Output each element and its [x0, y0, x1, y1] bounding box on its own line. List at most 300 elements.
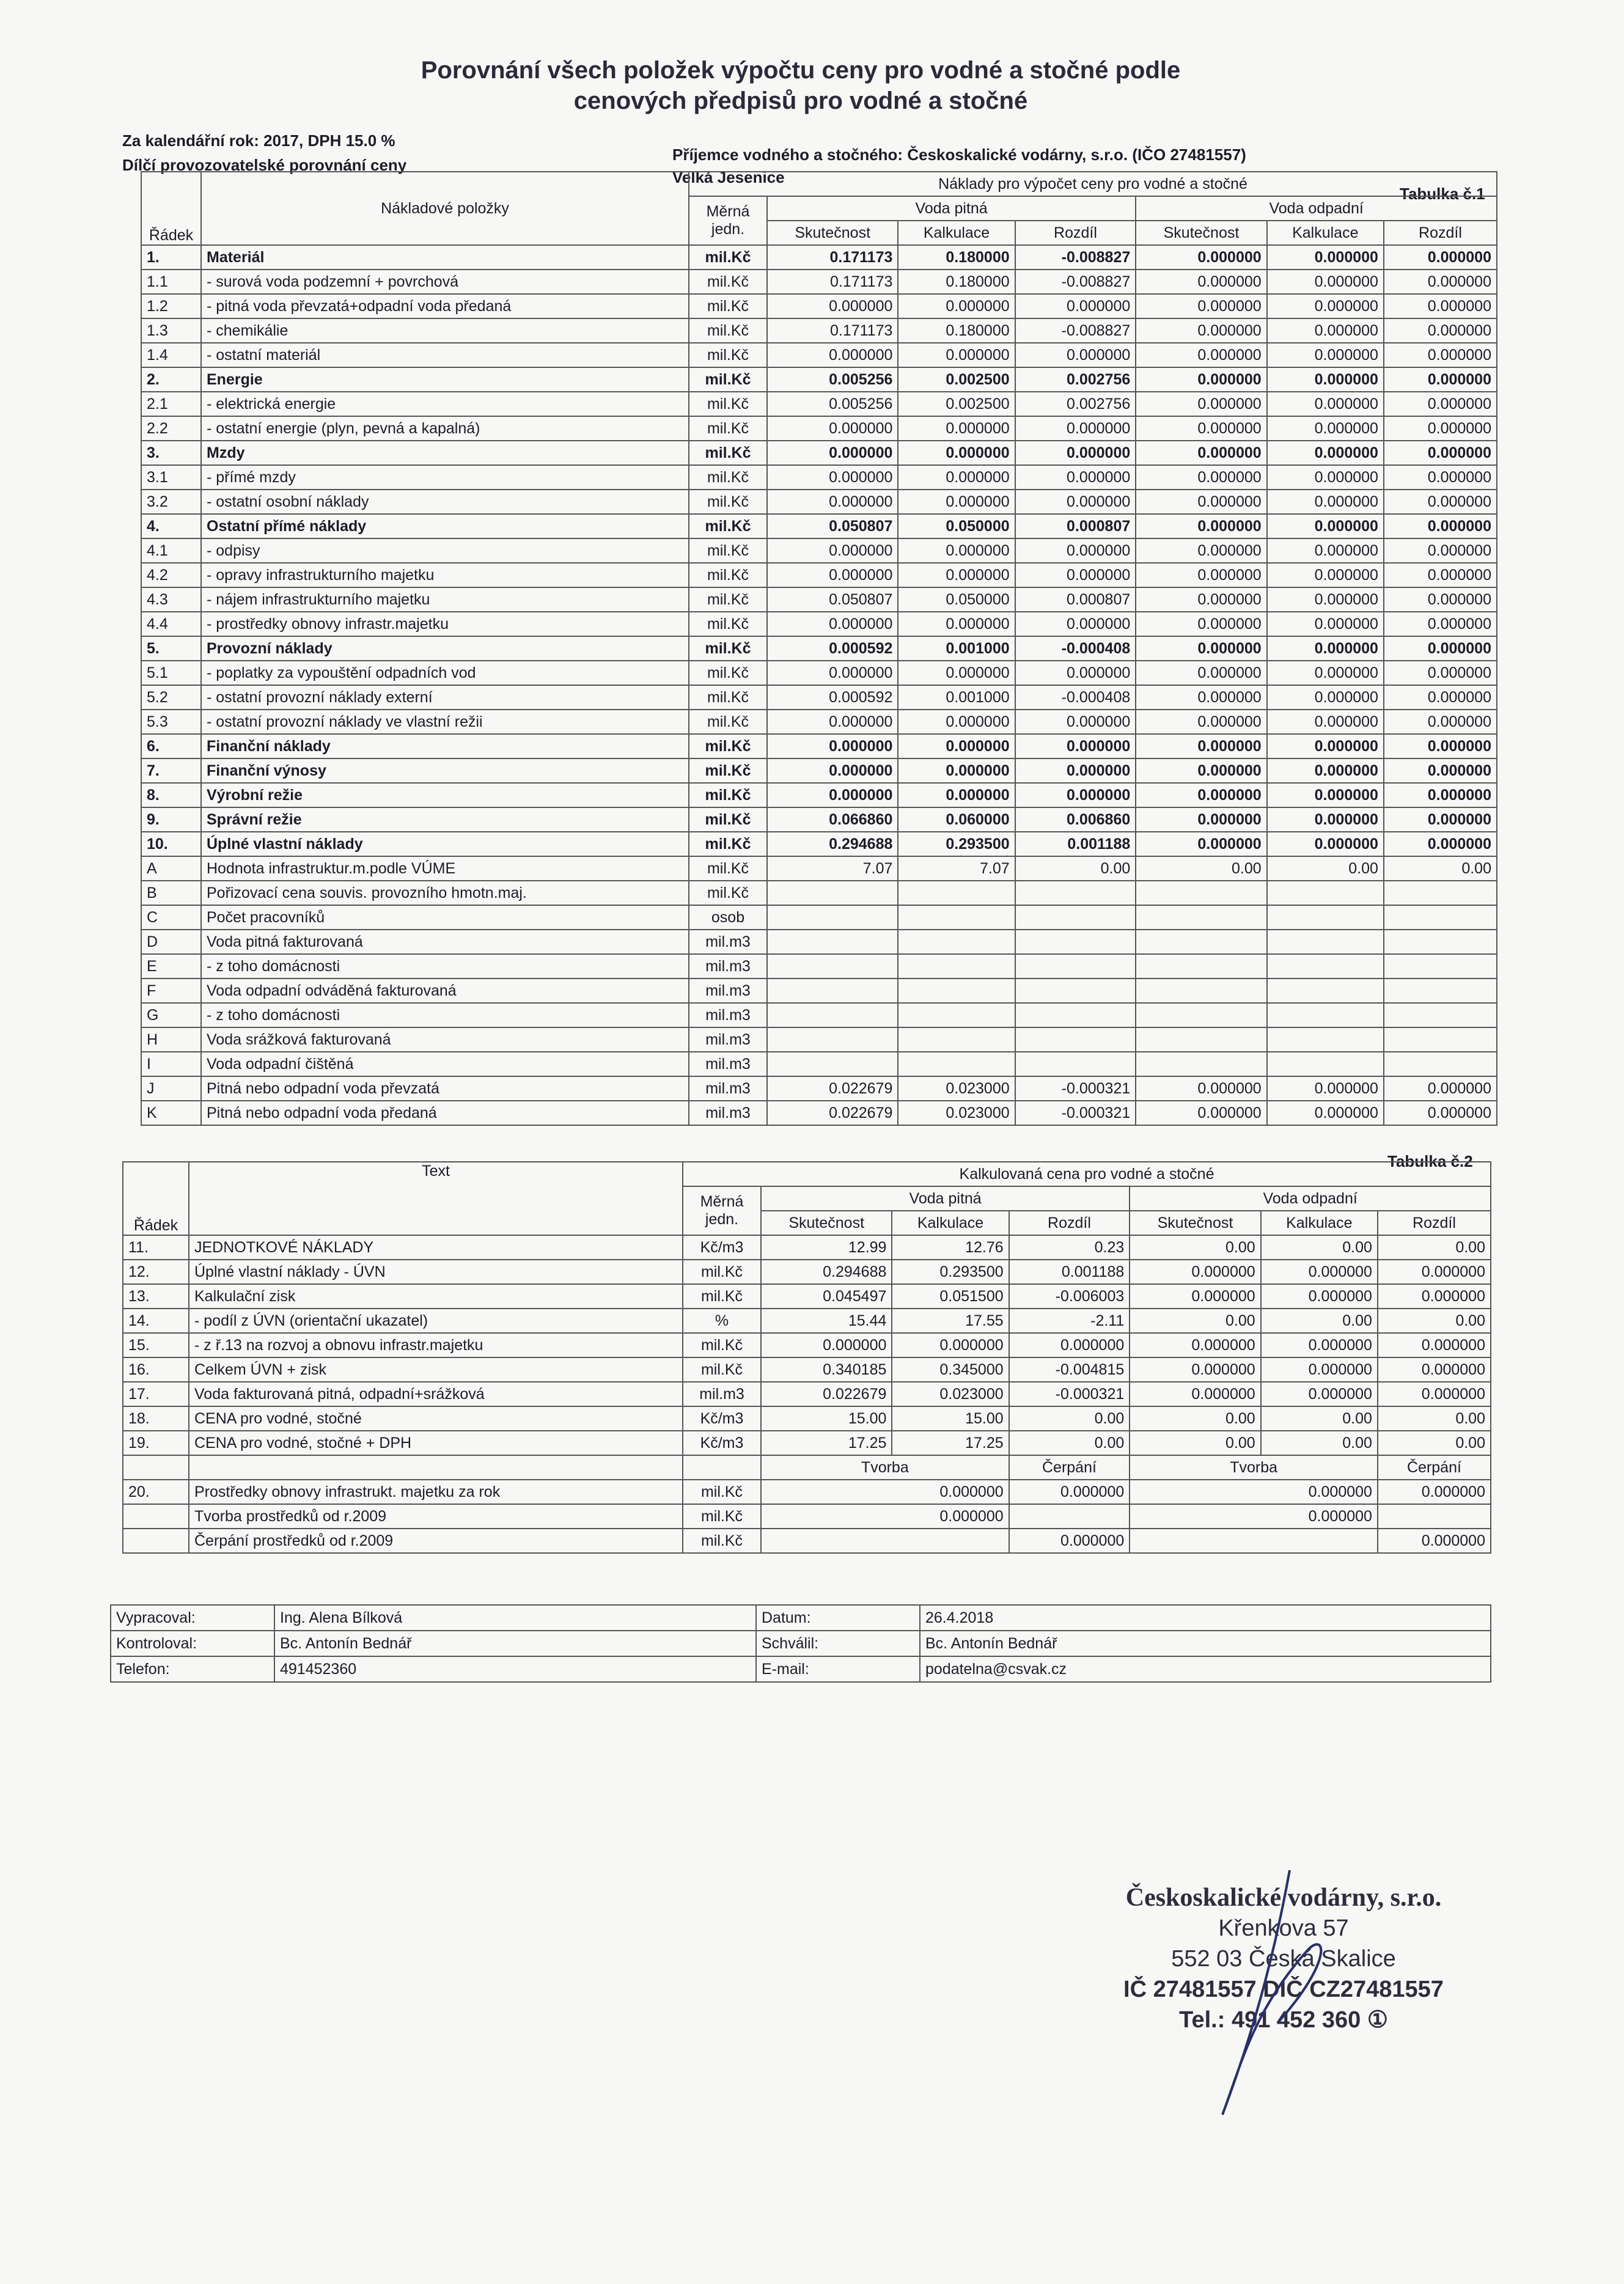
row-value: 0.000000 [1384, 490, 1497, 514]
checked-value: Bc. Antonín Bednář [274, 1631, 756, 1656]
row-value [1015, 1003, 1136, 1027]
row-value [1384, 905, 1497, 930]
table-row [141, 465, 1497, 490]
row-unit: mil.m3 [689, 979, 767, 1003]
row-value: 0.000000 [1384, 514, 1497, 538]
row-unit: mil.Kč [689, 587, 767, 612]
row-label: - opravy infrastrukturního majetku [201, 563, 689, 587]
row-number: 9. [141, 807, 201, 832]
row-value: 0.000000 [1136, 661, 1266, 685]
phone-value: 491452360 [274, 1656, 756, 1682]
fund-header: Tvorba [1130, 1455, 1378, 1480]
row-value [898, 881, 1015, 905]
row-label: - surová voda podzemní + povrchová [201, 270, 689, 294]
row-unit: osob [689, 905, 767, 930]
row-value: 0.000000 [767, 294, 898, 318]
row-label: Voda pitná fakturovaná [201, 930, 689, 954]
row-value: 0.000000 [1130, 1333, 1260, 1357]
row-value: 0.000000 [898, 758, 1015, 783]
row-number: 5.3 [141, 710, 201, 734]
row-value: 0.000000 [1267, 514, 1384, 538]
row-value: 0.005256 [767, 367, 898, 392]
row-value: 0.006860 [1015, 807, 1136, 832]
sub-line: Dílčí provozovatelské porovnání ceny [122, 156, 407, 174]
row-value: 0.00 [1378, 1235, 1491, 1260]
row-value: 0.000000 [1136, 612, 1266, 636]
row-value: 0.000000 [1130, 1260, 1260, 1284]
row-unit: mil.Kč [689, 636, 767, 661]
row-value [898, 1027, 1015, 1052]
row-number: 4. [141, 514, 201, 538]
row-value: 17.25 [761, 1431, 892, 1455]
row-unit: mil.Kč [689, 294, 767, 318]
stamp-street: Křenkova 57 [1218, 1915, 1349, 1941]
table-row [141, 514, 1497, 538]
table-row [141, 245, 1497, 270]
row-number [123, 1504, 189, 1529]
table-row [141, 1101, 1497, 1125]
row-number: K [141, 1101, 201, 1125]
row-value: 0.000000 [898, 343, 1015, 367]
col-row-header: Řádek [141, 172, 201, 245]
row-value: 0.000000 [1384, 392, 1497, 416]
row-value: 0.023000 [898, 1076, 1015, 1101]
row-value: 0.00 [1261, 1235, 1378, 1260]
row-unit: mil.Kč [689, 783, 767, 807]
row-value: 0.000000 [1015, 465, 1136, 490]
row-value: 0.000000 [898, 661, 1015, 685]
col-row-header: Řádek [123, 1162, 189, 1235]
row-value: 0.000000 [1384, 294, 1497, 318]
row-value [1267, 1052, 1384, 1076]
row-value [1015, 954, 1136, 979]
row-value: 0.000000 [767, 416, 898, 441]
table-row [141, 856, 1497, 881]
row-label: CENA pro vodné, stočné [189, 1406, 683, 1431]
row-value: 0.000000 [1136, 318, 1266, 343]
sub-diff-header: Rozdíl [1378, 1211, 1491, 1235]
row-label: Úplné vlastní náklady [201, 832, 689, 856]
row-value: 0.000000 [761, 1333, 892, 1357]
row-unit: mil.Kč [689, 367, 767, 392]
row-unit: mil.Kč [689, 465, 767, 490]
table-row [141, 1076, 1497, 1101]
row-value: 0.000000 [1384, 563, 1497, 587]
table-row [141, 587, 1497, 612]
fund-value [761, 1529, 1009, 1553]
row-label: - ostatní energie (plyn, pevná a kapalná) [201, 416, 689, 441]
row-value: 0.00 [1009, 1406, 1130, 1431]
row-value: 0.000000 [1136, 758, 1266, 783]
row-label: - z toho domácnosti [201, 1003, 689, 1027]
row-number: F [141, 979, 201, 1003]
row-number: 18. [123, 1406, 189, 1431]
row-value: 0.000000 [898, 612, 1015, 636]
row-number: E [141, 954, 201, 979]
row-label: Voda fakturovaná pitná, odpadní+srážková [189, 1382, 683, 1406]
row-value: 15.00 [892, 1406, 1009, 1431]
row-value: 0.000000 [767, 441, 898, 465]
row-value: -0.000321 [1015, 1076, 1136, 1101]
sub-diff-header: Rozdíl [1009, 1211, 1130, 1235]
group-waste-header: Voda odpadní [1130, 1186, 1491, 1211]
row-value: 0.045497 [761, 1284, 892, 1309]
row-value: 17.25 [892, 1431, 1009, 1455]
row-value [1267, 881, 1384, 905]
row-value: -0.000408 [1015, 636, 1136, 661]
row-value [1015, 1027, 1136, 1052]
table-row [123, 1333, 1491, 1357]
email-value: podatelna@csvak.cz [920, 1656, 1491, 1682]
row-number: 4.1 [141, 538, 201, 563]
table-row [141, 367, 1497, 392]
row-label: Ostatní přímé náklady [201, 514, 689, 538]
row-label: Mzdy [201, 441, 689, 465]
row-number: J [141, 1076, 201, 1101]
row-unit: mil.Kč [689, 514, 767, 538]
row-value: 0.002500 [898, 367, 1015, 392]
row-number: 7. [141, 758, 201, 783]
row-number: 2.2 [141, 416, 201, 441]
row-value: 0.000000 [1384, 441, 1497, 465]
row-label: Hodnota infrastruktur.m.podle VÚME [201, 856, 689, 881]
table-row [141, 807, 1497, 832]
row-value: 0.00 [1261, 1431, 1378, 1455]
row-value: 0.000000 [1136, 343, 1266, 367]
row-value [767, 954, 898, 979]
row-label: Energie [201, 367, 689, 392]
row-number: 14. [123, 1309, 189, 1333]
row-value: 0.000000 [1267, 661, 1384, 685]
row-label: Čerpání prostředků od r.2009 [189, 1529, 683, 1553]
row-value: 0.000000 [898, 710, 1015, 734]
col-items-header: Nákladové položky [201, 172, 689, 245]
row-value: 0.050807 [767, 587, 898, 612]
fund-row [123, 1480, 1491, 1504]
row-label: Správní režie [201, 807, 689, 832]
row-value [898, 1003, 1015, 1027]
row-unit: mil.Kč [683, 1480, 761, 1504]
row-value: 7.07 [898, 856, 1015, 881]
row-number: 3.2 [141, 490, 201, 514]
table-row [141, 1003, 1497, 1027]
row-unit: mil.Kč [689, 441, 767, 465]
row-value: 0.001000 [898, 685, 1015, 710]
row-value: 0.00 [1130, 1406, 1260, 1431]
row-value: 0.293500 [898, 832, 1015, 856]
table-row [141, 905, 1497, 930]
row-label: - chemikálie [201, 318, 689, 343]
row-value [898, 905, 1015, 930]
row-unit: mil.m3 [689, 1101, 767, 1125]
row-value: 0.022679 [761, 1382, 892, 1406]
phone-label: Telefon: [111, 1656, 274, 1682]
row-value: 0.00 [1130, 1235, 1260, 1260]
table-row [141, 612, 1497, 636]
table-row [123, 1284, 1491, 1309]
table-row [141, 1052, 1497, 1076]
row-label: - ostatní materiál [201, 343, 689, 367]
row-value [898, 954, 1015, 979]
prepared-value: Ing. Alena Bílková [274, 1605, 756, 1631]
table-row [141, 979, 1497, 1003]
row-value: -0.004815 [1009, 1357, 1130, 1382]
row-number: 5.2 [141, 685, 201, 710]
row-unit: mil.m3 [689, 954, 767, 979]
row-value: 0.000000 [1267, 318, 1384, 343]
row-unit: Kč/m3 [683, 1235, 761, 1260]
row-label: Počet pracovníků [201, 905, 689, 930]
sub-calc-header: Kalkulace [892, 1211, 1009, 1235]
row-label: - elektrická energie [201, 392, 689, 416]
row-value: 0.000000 [1378, 1284, 1491, 1309]
row-value: 0.000000 [1136, 1076, 1266, 1101]
row-label: Tvorba prostředků od r.2009 [189, 1504, 683, 1529]
row-value: 0.002500 [898, 392, 1015, 416]
row-label: Materiál [201, 245, 689, 270]
row-unit: mil.Kč [689, 807, 767, 832]
row-label: Výrobní režie [201, 783, 689, 807]
row-value: 0.000000 [1384, 636, 1497, 661]
row-value [767, 1052, 898, 1076]
table-row [123, 1406, 1491, 1431]
row-value: 0.000000 [1267, 465, 1384, 490]
row-label: - ostatní provozní náklady ve vlastní režii [201, 710, 689, 734]
row-label: JEDNOTKOVÉ NÁKLADY [189, 1235, 683, 1260]
row-value: 0.000000 [1261, 1333, 1378, 1357]
row-unit: mil.Kč [689, 856, 767, 881]
row-value: 0.000000 [1261, 1260, 1378, 1284]
row-value: 0.00 [1130, 1431, 1260, 1455]
row-label: - poplatky za vypouštění odpadních vod [201, 661, 689, 685]
row-value: 0.000000 [1136, 587, 1266, 612]
row-value: 0.00 [1130, 1309, 1260, 1333]
row-value: 0.022679 [767, 1076, 898, 1101]
table-row [141, 758, 1497, 783]
row-value [1384, 1027, 1497, 1052]
row-value: 0.000000 [1136, 441, 1266, 465]
row-value: 0.00 [1009, 1431, 1130, 1455]
row-value: 0.000000 [1136, 416, 1266, 441]
row-label: - z ř.13 na rozvoj a obnovu infrastr.majetku [189, 1333, 683, 1357]
row-number: I [141, 1052, 201, 1076]
row-value [1136, 930, 1266, 954]
row-unit: mil.Kč [683, 1529, 761, 1553]
row-value: 0.000000 [1378, 1260, 1491, 1284]
row-value: 0.345000 [892, 1357, 1009, 1382]
row-value: 0.000000 [1384, 612, 1497, 636]
row-unit: mil.Kč [689, 563, 767, 587]
sub-calc-header: Kalkulace [1267, 221, 1384, 245]
row-unit: Kč/m3 [683, 1431, 761, 1455]
row-label: - pitná voda převzatá+odpadní voda předaná [201, 294, 689, 318]
row-unit: mil.Kč [683, 1260, 761, 1284]
row-value: 15.44 [761, 1309, 892, 1333]
row-value [898, 1052, 1015, 1076]
row-value [1384, 1052, 1497, 1076]
fund-row [123, 1529, 1491, 1553]
row-value: 0.000000 [1384, 661, 1497, 685]
row-unit: mil.m3 [689, 1003, 767, 1027]
empty-cell [189, 1455, 683, 1480]
table-row [141, 734, 1497, 758]
row-value: 0.000000 [1267, 1076, 1384, 1101]
row-value: 0.000000 [1130, 1357, 1260, 1382]
row-value: 0.000000 [1015, 734, 1136, 758]
row-number: 4.4 [141, 612, 201, 636]
row-value: 0.000000 [1136, 245, 1266, 270]
row-unit: mil.Kč [689, 392, 767, 416]
row-value: 0.000000 [1136, 392, 1266, 416]
empty-cell [683, 1455, 761, 1480]
group-drink-header: Voda pitná [761, 1186, 1130, 1211]
row-label: Finanční výnosy [201, 758, 689, 783]
row-label: - odpisy [201, 538, 689, 563]
row-value: 0.000000 [1261, 1284, 1378, 1309]
row-unit: % [683, 1309, 761, 1333]
table-row [141, 441, 1497, 465]
fund-header-row [123, 1455, 1491, 1480]
col-unit-header: Měrná jedn. [683, 1186, 761, 1235]
row-unit: mil.Kč [689, 538, 767, 563]
table-row [141, 710, 1497, 734]
row-value [1267, 1027, 1384, 1052]
date-label: Datum: [756, 1605, 920, 1631]
costs-header: Náklady pro výpočet ceny pro vodné a stočné [689, 172, 1497, 196]
row-value: 0.000000 [898, 441, 1015, 465]
row-value: 0.000000 [767, 490, 898, 514]
row-value: 0.000000 [1384, 270, 1497, 294]
group-drink-header: Voda pitná [767, 196, 1136, 221]
row-value: 0.000000 [1136, 367, 1266, 392]
row-value: 0.000000 [1384, 465, 1497, 490]
row-value: 0.000000 [1384, 758, 1497, 783]
row-value: 0.000000 [1267, 490, 1384, 514]
row-unit: Kč/m3 [683, 1406, 761, 1431]
row-value: 0.000000 [1267, 807, 1384, 832]
row-value: 0.180000 [898, 318, 1015, 343]
row-value [767, 1027, 898, 1052]
row-unit: mil.Kč [689, 661, 767, 685]
row-label: CENA pro vodné, stočné + DPH [189, 1431, 683, 1455]
row-value: 0.000000 [1267, 587, 1384, 612]
fund-value: 0.000000 [761, 1504, 1009, 1529]
table-row [141, 318, 1497, 343]
row-value: 0.171173 [767, 245, 898, 270]
prepared-label: Vypracoval: [111, 1605, 274, 1631]
row-label: - ostatní provozní náklady externí [201, 685, 689, 710]
row-value [1136, 905, 1266, 930]
row-value: 0.000000 [898, 465, 1015, 490]
row-unit: mil.m3 [689, 1027, 767, 1052]
row-value: 0.000000 [1378, 1357, 1491, 1382]
row-unit: mil.Kč [689, 490, 767, 514]
col-text-header: Text [189, 1162, 683, 1235]
row-value: 0.000000 [1267, 294, 1384, 318]
row-value: 0.000000 [1384, 1076, 1497, 1101]
row-value: 0.000000 [1384, 807, 1497, 832]
table-row [141, 563, 1497, 587]
sub-diff-header: Rozdíl [1015, 221, 1136, 245]
row-number: G [141, 1003, 201, 1027]
row-label: Provozní náklady [201, 636, 689, 661]
row-number: 1.3 [141, 318, 201, 343]
row-value: 0.000000 [1267, 710, 1384, 734]
row-number: 4.3 [141, 587, 201, 612]
row-value: 0.000000 [1384, 685, 1497, 710]
date-value: 26.4.2018 [920, 1605, 1491, 1631]
row-value: 0.000000 [898, 783, 1015, 807]
row-value: 0.000000 [1378, 1382, 1491, 1406]
year-line: Za kalendářní rok: 2017, DPH 15.0 % [122, 131, 395, 150]
location: Velká Jesenice [672, 168, 785, 186]
row-value: 0.00 [1136, 856, 1266, 881]
table-row [141, 685, 1497, 710]
row-value: 0.000000 [1136, 490, 1266, 514]
row-value: 0.000000 [1136, 710, 1266, 734]
row-value: 0.293500 [892, 1260, 1009, 1284]
approved-label: Schválil: [756, 1631, 920, 1656]
row-value [1384, 979, 1497, 1003]
row-value: 0.000000 [767, 661, 898, 685]
row-value: 0.000000 [1136, 783, 1266, 807]
row-value: 0.000000 [1384, 245, 1497, 270]
row-label: Voda odpadní odváděná fakturovaná [201, 979, 689, 1003]
row-value [1267, 979, 1384, 1003]
table-row [123, 1431, 1491, 1455]
row-unit: mil.Kč [689, 270, 767, 294]
row-value: 0.000000 [767, 612, 898, 636]
signature-table [110, 1604, 1491, 1683]
row-value: 0.023000 [892, 1382, 1009, 1406]
document-sheet [98, 43, 1504, 2255]
row-value: 0.050000 [898, 587, 1015, 612]
row-value: 0.002756 [1015, 392, 1136, 416]
row-value: 0.00 [1378, 1406, 1491, 1431]
checked-label: Kontroloval: [111, 1631, 274, 1656]
fund-value: 0.000000 [1009, 1480, 1130, 1504]
row-value: -0.008827 [1015, 270, 1136, 294]
row-value: 0.000000 [1384, 343, 1497, 367]
sub-diff-header: Rozdíl [1384, 221, 1497, 245]
row-value: 0.000000 [1015, 441, 1136, 465]
row-label: - podíl z ÚVN (orientační ukazatel) [189, 1309, 683, 1333]
row-value: 0.000000 [1267, 734, 1384, 758]
row-value: -2.11 [1009, 1309, 1130, 1333]
row-value: 0.000000 [1384, 1101, 1497, 1125]
row-value: 0.000000 [1009, 1333, 1130, 1357]
row-value [898, 930, 1015, 954]
row-value: 0.000000 [767, 538, 898, 563]
row-value: 0.000000 [1136, 685, 1266, 710]
fund-header: Čerpání [1009, 1455, 1130, 1480]
row-value: 0.000000 [767, 758, 898, 783]
row-value: 0.000000 [1384, 416, 1497, 441]
row-value: 0.000000 [898, 490, 1015, 514]
table-row [141, 270, 1497, 294]
row-number: B [141, 881, 201, 905]
row-value: 0.000000 [767, 343, 898, 367]
row-label: Voda srážková fakturovaná [201, 1027, 689, 1052]
row-value [767, 881, 898, 905]
row-value [1015, 1052, 1136, 1076]
row-number: 12. [123, 1260, 189, 1284]
row-value [1136, 1003, 1266, 1027]
row-number: 5. [141, 636, 201, 661]
row-value: 0.000000 [898, 538, 1015, 563]
row-value: 0.000000 [1384, 783, 1497, 807]
row-value: 0.000000 [1384, 832, 1497, 856]
